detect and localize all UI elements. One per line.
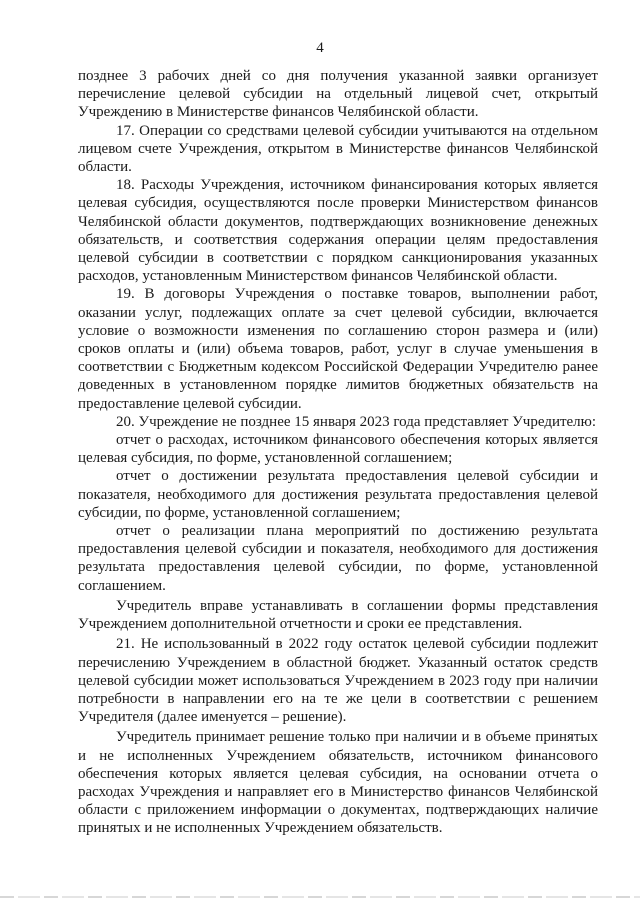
paragraph-20-additional-reporting: Учредитель вправе устанавливать в соглашении формы представления Учреждением дополнительной отчетности и сроки ее представления. [78, 597, 598, 633]
paragraph-19: 19. В договоры Учреждения о поставке товаров, выполнении работ, оказании услуг, подлежащих оплате за счет целевой субсидии, включается условие о возможности изменения по соглашению сторон размера и (или) сроков оплаты и (или) объема товаров, работ, услуг в случае уменьшения в соответствии с Бюджетным кодексом Российской Федерации Учредителю ранее доведенных в установленном порядке лимитов бюджетных обязательств на предоставление целевой субсидии. [78, 286, 598, 412]
page-number: 4 [316, 40, 324, 56]
scan-bottom-edge [0, 896, 640, 898]
paragraph-continuation: позднее 3 рабочих дней со дня получения указанной заявки организует перечисление целевой субсидии на отдельный лицевой счет, открытый Учреждению в Министерстве финансов Челябинской области. [78, 68, 598, 121]
paragraph-18: 18. Расходы Учреждения, источником финансирования которых является целевая субсидия, осуществляются после проверки Министерством финансов Челябинской области документов, подтверждающих возникновение денежных обязательств, и соответствия содержания операции целям предоставления целевой субсидии в соответствии с порядком санкционирования указанных расходов, установленным Министерством финансов Челябинской области. [78, 177, 598, 285]
paragraph-21-decision: Учредитель принимает решение только при наличии и в объеме принятых и не исполненных Учреждением обязательств, источником финансового обеспечения которых является целевая субсидия, на основании отчета о расходах Учреждения и направляет его в Министерство финансов Челябинской области с приложением информации о документах, подтверждающих наличие принятых и не исполненных Учреждением обязательств. [78, 729, 598, 837]
document-body [78, 67, 598, 838]
paragraph-20-result-report: отчет о достижении результата предоставления целевой субсидии и показателя, необходимого для достижения результата предоставления целевой субсидии, по форме, установленной соглашением; [78, 468, 598, 521]
paragraph-20-expenses-report: отчет о расходах, источником финансового обеспечения которых является целевая субсидия, по форме, установленной соглашением; [78, 432, 598, 467]
paragraph-17: 17. Операции со средствами целевой субсидии учитываются на отдельном лицевом счете Учреждения, открытом в Министерстве финансов Челябинской области. [78, 122, 598, 176]
paragraph-20-plan-report: отчет о реализации плана мероприятий по достижению результата предоставления целевой субсидии и показателя, необходимого для достижения результата предоставления целевой субсидии, по форме, установленной соглашением. [78, 523, 598, 594]
paragraph-20: 20. Учреждение не позднее 15 января 2023 года представляет Учредителю: [116, 413, 597, 430]
paragraph-21: 21. Не использованный в 2022 году остаток целевой субсидии подлежит перечислению Учреждением в областной бюджет. Указанный остаток средств целевой субсидии может использоваться Учреждением в 2023 году при наличии потребности в направлении его на те же цели в соответствии с решением Учредителя (далее именуется – решение). [78, 636, 598, 726]
